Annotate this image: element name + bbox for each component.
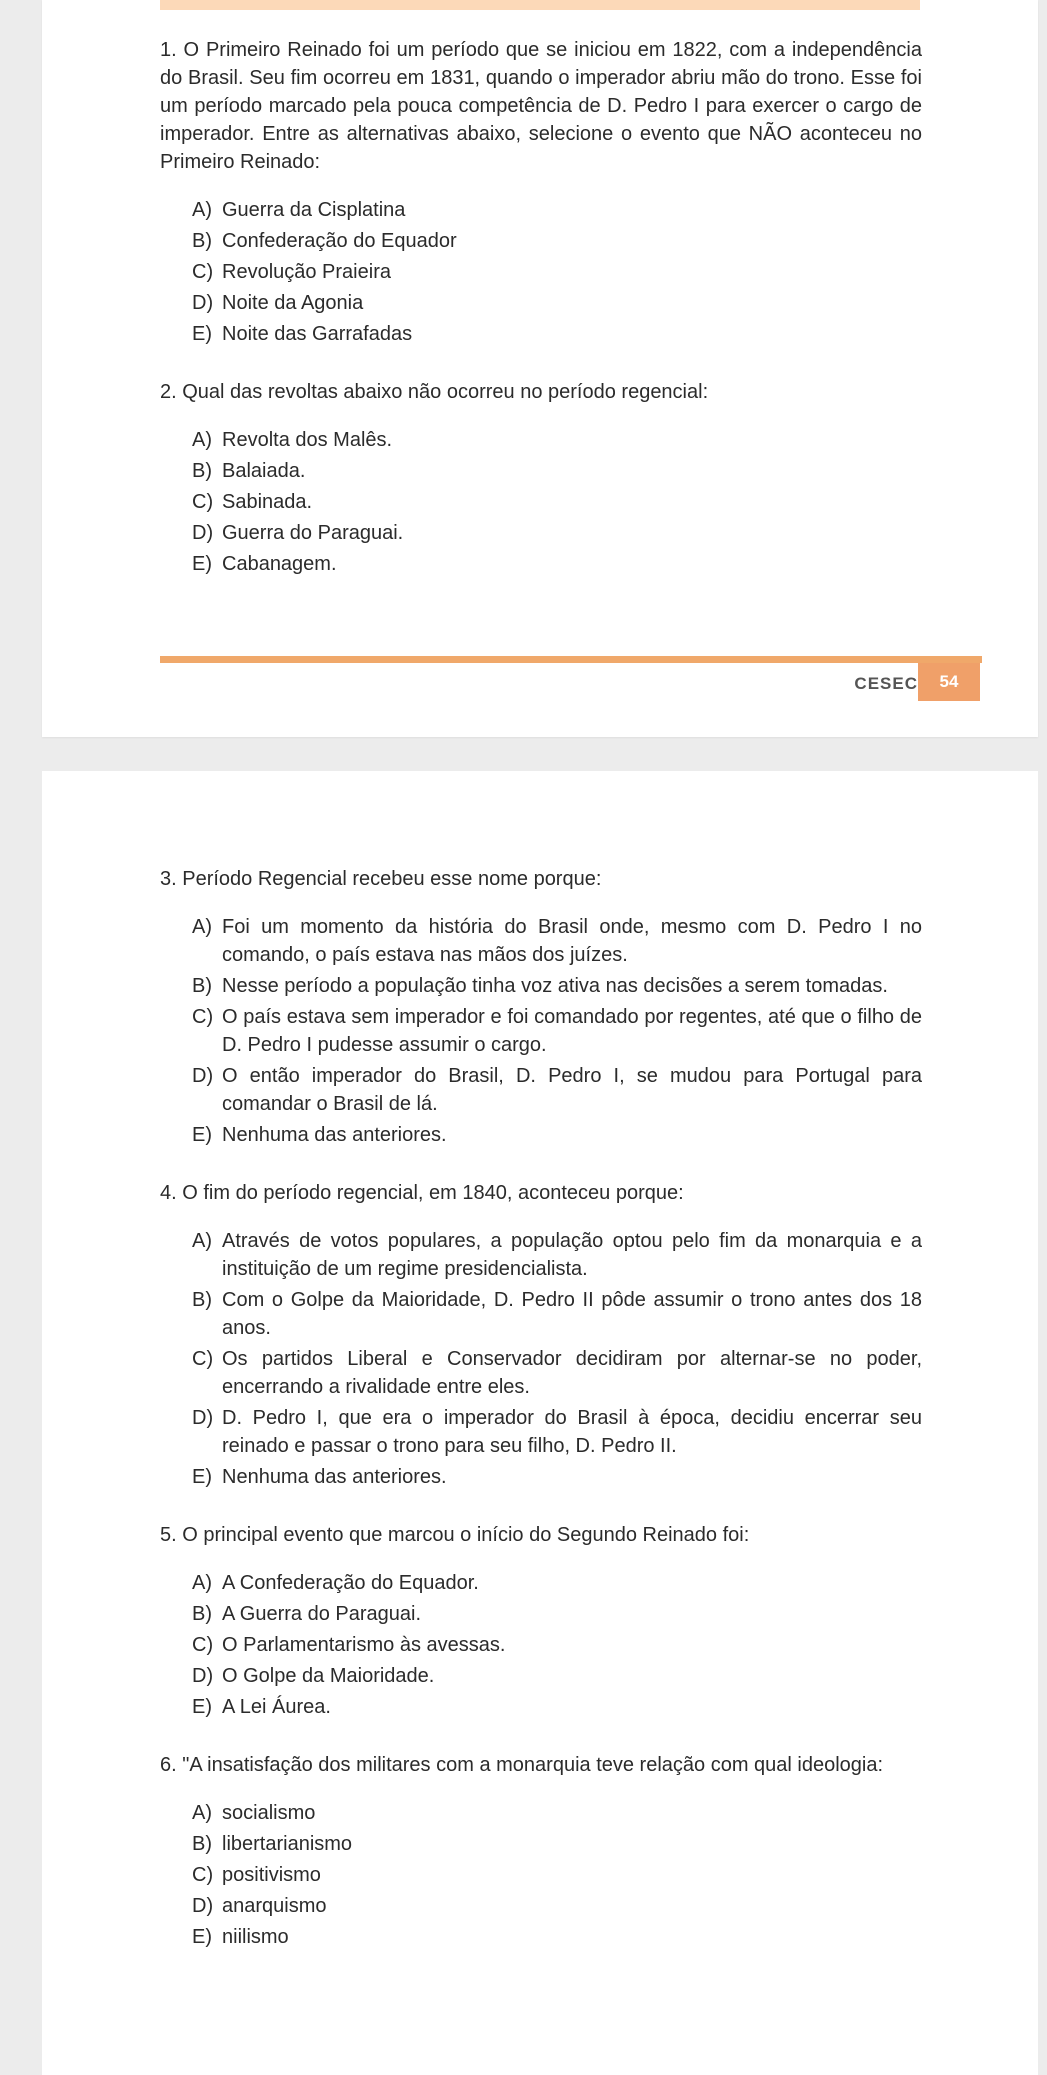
- options-list: [160, 1799, 922, 1951]
- option-letter: C): [192, 1348, 214, 1370]
- option-letter: B): [192, 1289, 212, 1311]
- option-letter: D): [192, 1065, 214, 1087]
- question-stem: 5. O principal evento que marcou o início do Segundo Reinado foi:: [160, 1524, 750, 1546]
- option-letter: B): [192, 1603, 212, 1625]
- option-text: O país estava sem imperador e foi comandado por regentes, até que o filho de D. Pedro I pudesse assumir o cargo.: [222, 1006, 922, 1056]
- question-stem: 1. O Primeiro Reinado foi um período que se iniciou em 1822, com a independência do Brasil. Seu fim ocorreu em 1831, quando o imperador abriu mão do trono. Esse foi um período marcado pela pouca competência de D. Pedro I para exercer o cargo de imperador. Entre as alternativas abaixo, selecione o evento que NÃO aconteceu no Primeiro Reinado:: [160, 39, 922, 173]
- option-item[interactable]: [192, 1062, 922, 1118]
- option-letter: A): [192, 916, 212, 938]
- option-item[interactable]: [192, 1121, 922, 1149]
- option-item[interactable]: [192, 320, 922, 348]
- option-text: Com o Golpe da Maioridade, D. Pedro II pôde assumir o trono antes dos 18 anos.: [222, 1289, 922, 1339]
- option-item[interactable]: [192, 1463, 922, 1491]
- question-stem: 4. O fim do período regencial, em 1840, aconteceu porque:: [160, 1182, 684, 1204]
- option-text: A Guerra do Paraguai.: [222, 1603, 422, 1625]
- option-text: niilismo: [222, 1926, 289, 1948]
- option-text: positivismo: [222, 1864, 321, 1886]
- option-letter: E): [192, 1466, 212, 1488]
- option-letter: D): [192, 1407, 214, 1429]
- option-item[interactable]: [192, 972, 922, 1000]
- option-letter: D): [192, 522, 214, 544]
- option-item[interactable]: [192, 227, 922, 255]
- question-stem: 6. "A insatisfação dos militares com a monarquia teve relação com qual ideologia:: [160, 1754, 884, 1776]
- option-text: Guerra da Cisplatina: [222, 199, 406, 221]
- option-text: Revolução Praieira: [222, 261, 391, 283]
- option-letter: E): [192, 553, 212, 575]
- option-item[interactable]: [192, 426, 922, 454]
- option-text: Guerra do Paraguai.: [222, 522, 404, 544]
- option-letter: E): [192, 323, 212, 345]
- option-text: anarquismo: [222, 1895, 327, 1917]
- option-text: libertarianismo: [222, 1833, 353, 1855]
- option-letter: A): [192, 429, 212, 451]
- option-item[interactable]: [192, 1003, 922, 1059]
- question-5: [160, 1521, 922, 1721]
- option-letter: D): [192, 1895, 214, 1917]
- option-text: O Golpe da Maioridade.: [222, 1665, 435, 1687]
- option-text: socialismo: [222, 1802, 316, 1824]
- options-list: [160, 196, 922, 348]
- option-item[interactable]: [192, 913, 922, 969]
- option-text: Sabinada.: [222, 491, 313, 513]
- option-item[interactable]: [192, 196, 922, 224]
- question-1: [160, 36, 922, 348]
- option-text: Revolta dos Malês.: [222, 429, 393, 451]
- option-text: A Confederação do Equador.: [222, 1572, 479, 1594]
- option-item[interactable]: [192, 258, 922, 286]
- option-letter: B): [192, 1833, 212, 1855]
- question-4: [160, 1179, 922, 1491]
- option-letter: E): [192, 1124, 212, 1146]
- option-letter: B): [192, 460, 212, 482]
- option-item[interactable]: [192, 1693, 922, 1721]
- option-text: Os partidos Liberal e Conservador decidiram por alternar-se no poder, encerrando a rivalidade entre eles.: [222, 1348, 922, 1398]
- option-text: Cabanagem.: [222, 553, 337, 575]
- option-item[interactable]: [192, 1286, 922, 1342]
- option-letter: C): [192, 261, 214, 283]
- document-page-1: [42, 0, 1038, 737]
- page-1-content: [160, 36, 922, 608]
- option-letter: A): [192, 1230, 212, 1252]
- option-item[interactable]: [192, 457, 922, 485]
- question-stem: 2. Qual das revoltas abaixo não ocorreu no período regencial:: [160, 381, 709, 403]
- question-6: [160, 1751, 922, 1951]
- option-item[interactable]: [192, 1662, 922, 1690]
- footer-brand: CESEC: [854, 674, 918, 693]
- option-text: Noite das Garrafadas: [222, 323, 413, 345]
- option-item[interactable]: [192, 1631, 922, 1659]
- question-stem: 3. Período Regencial recebeu esse nome porque:: [160, 868, 602, 890]
- option-text: Nenhuma das anteriores.: [222, 1124, 447, 1146]
- option-item[interactable]: [192, 1345, 922, 1401]
- option-letter: B): [192, 975, 212, 997]
- options-list: [160, 426, 922, 578]
- option-letter: C): [192, 1864, 214, 1886]
- option-item[interactable]: [192, 1892, 922, 1920]
- option-letter: C): [192, 1634, 214, 1656]
- option-text: Nenhuma das anteriores.: [222, 1466, 447, 1488]
- option-item[interactable]: [192, 519, 922, 547]
- option-letter: A): [192, 199, 212, 221]
- options-list: [160, 913, 922, 1149]
- option-text: Foi um momento da história do Brasil onde, mesmo com D. Pedro I no comando, o país estava nas mãos dos juízes.: [222, 916, 922, 966]
- option-item[interactable]: [192, 550, 922, 578]
- option-text: Confederação do Equador: [222, 230, 457, 252]
- option-letter: A): [192, 1572, 212, 1594]
- option-item[interactable]: [192, 1569, 922, 1597]
- option-text: Nesse período a população tinha voz ativa nas decisões a serem tomadas.: [222, 975, 888, 997]
- option-item[interactable]: [192, 1227, 922, 1283]
- header-accent-strip: [160, 0, 920, 10]
- page-2-content: [160, 865, 922, 1981]
- options-list: [160, 1227, 922, 1491]
- option-text: Noite da Agonia: [222, 292, 364, 314]
- option-letter: B): [192, 230, 212, 252]
- option-letter: C): [192, 1006, 214, 1028]
- option-letter: E): [192, 1926, 212, 1948]
- option-text: Através de votos populares, a população optou pelo fim da monarquia e a instituição de um regime presidencialista.: [222, 1230, 922, 1280]
- footer-divider: [160, 656, 982, 663]
- option-item[interactable]: [192, 1600, 922, 1628]
- option-letter: D): [192, 1665, 214, 1687]
- option-text: A Lei Áurea.: [222, 1696, 331, 1718]
- options-list: [160, 1569, 922, 1721]
- option-item[interactable]: [192, 488, 922, 516]
- option-text: D. Pedro I, que era o imperador do Brasil à época, decidiu encerrar seu reinado e passar o trono para seu filho, D. Pedro II.: [222, 1407, 922, 1457]
- page-number-badge: 54: [918, 663, 980, 701]
- option-item[interactable]: [192, 1923, 922, 1951]
- option-item[interactable]: [192, 1830, 922, 1858]
- option-letter: C): [192, 491, 214, 513]
- question-2: [160, 378, 922, 578]
- document-page-2: [42, 771, 1038, 2075]
- option-item[interactable]: [192, 1861, 922, 1889]
- option-text: Balaiada.: [222, 460, 306, 482]
- option-text: O Parlamentarismo às avessas.: [222, 1634, 506, 1656]
- option-letter: D): [192, 292, 214, 314]
- option-letter: E): [192, 1696, 212, 1718]
- option-item[interactable]: [192, 1404, 922, 1460]
- question-3: [160, 865, 922, 1149]
- option-letter: A): [192, 1802, 212, 1824]
- option-item[interactable]: [192, 289, 922, 317]
- option-item[interactable]: [192, 1799, 922, 1827]
- option-text: O então imperador do Brasil, D. Pedro I, se mudou para Portugal para comandar o Brasil de lá.: [222, 1065, 922, 1115]
